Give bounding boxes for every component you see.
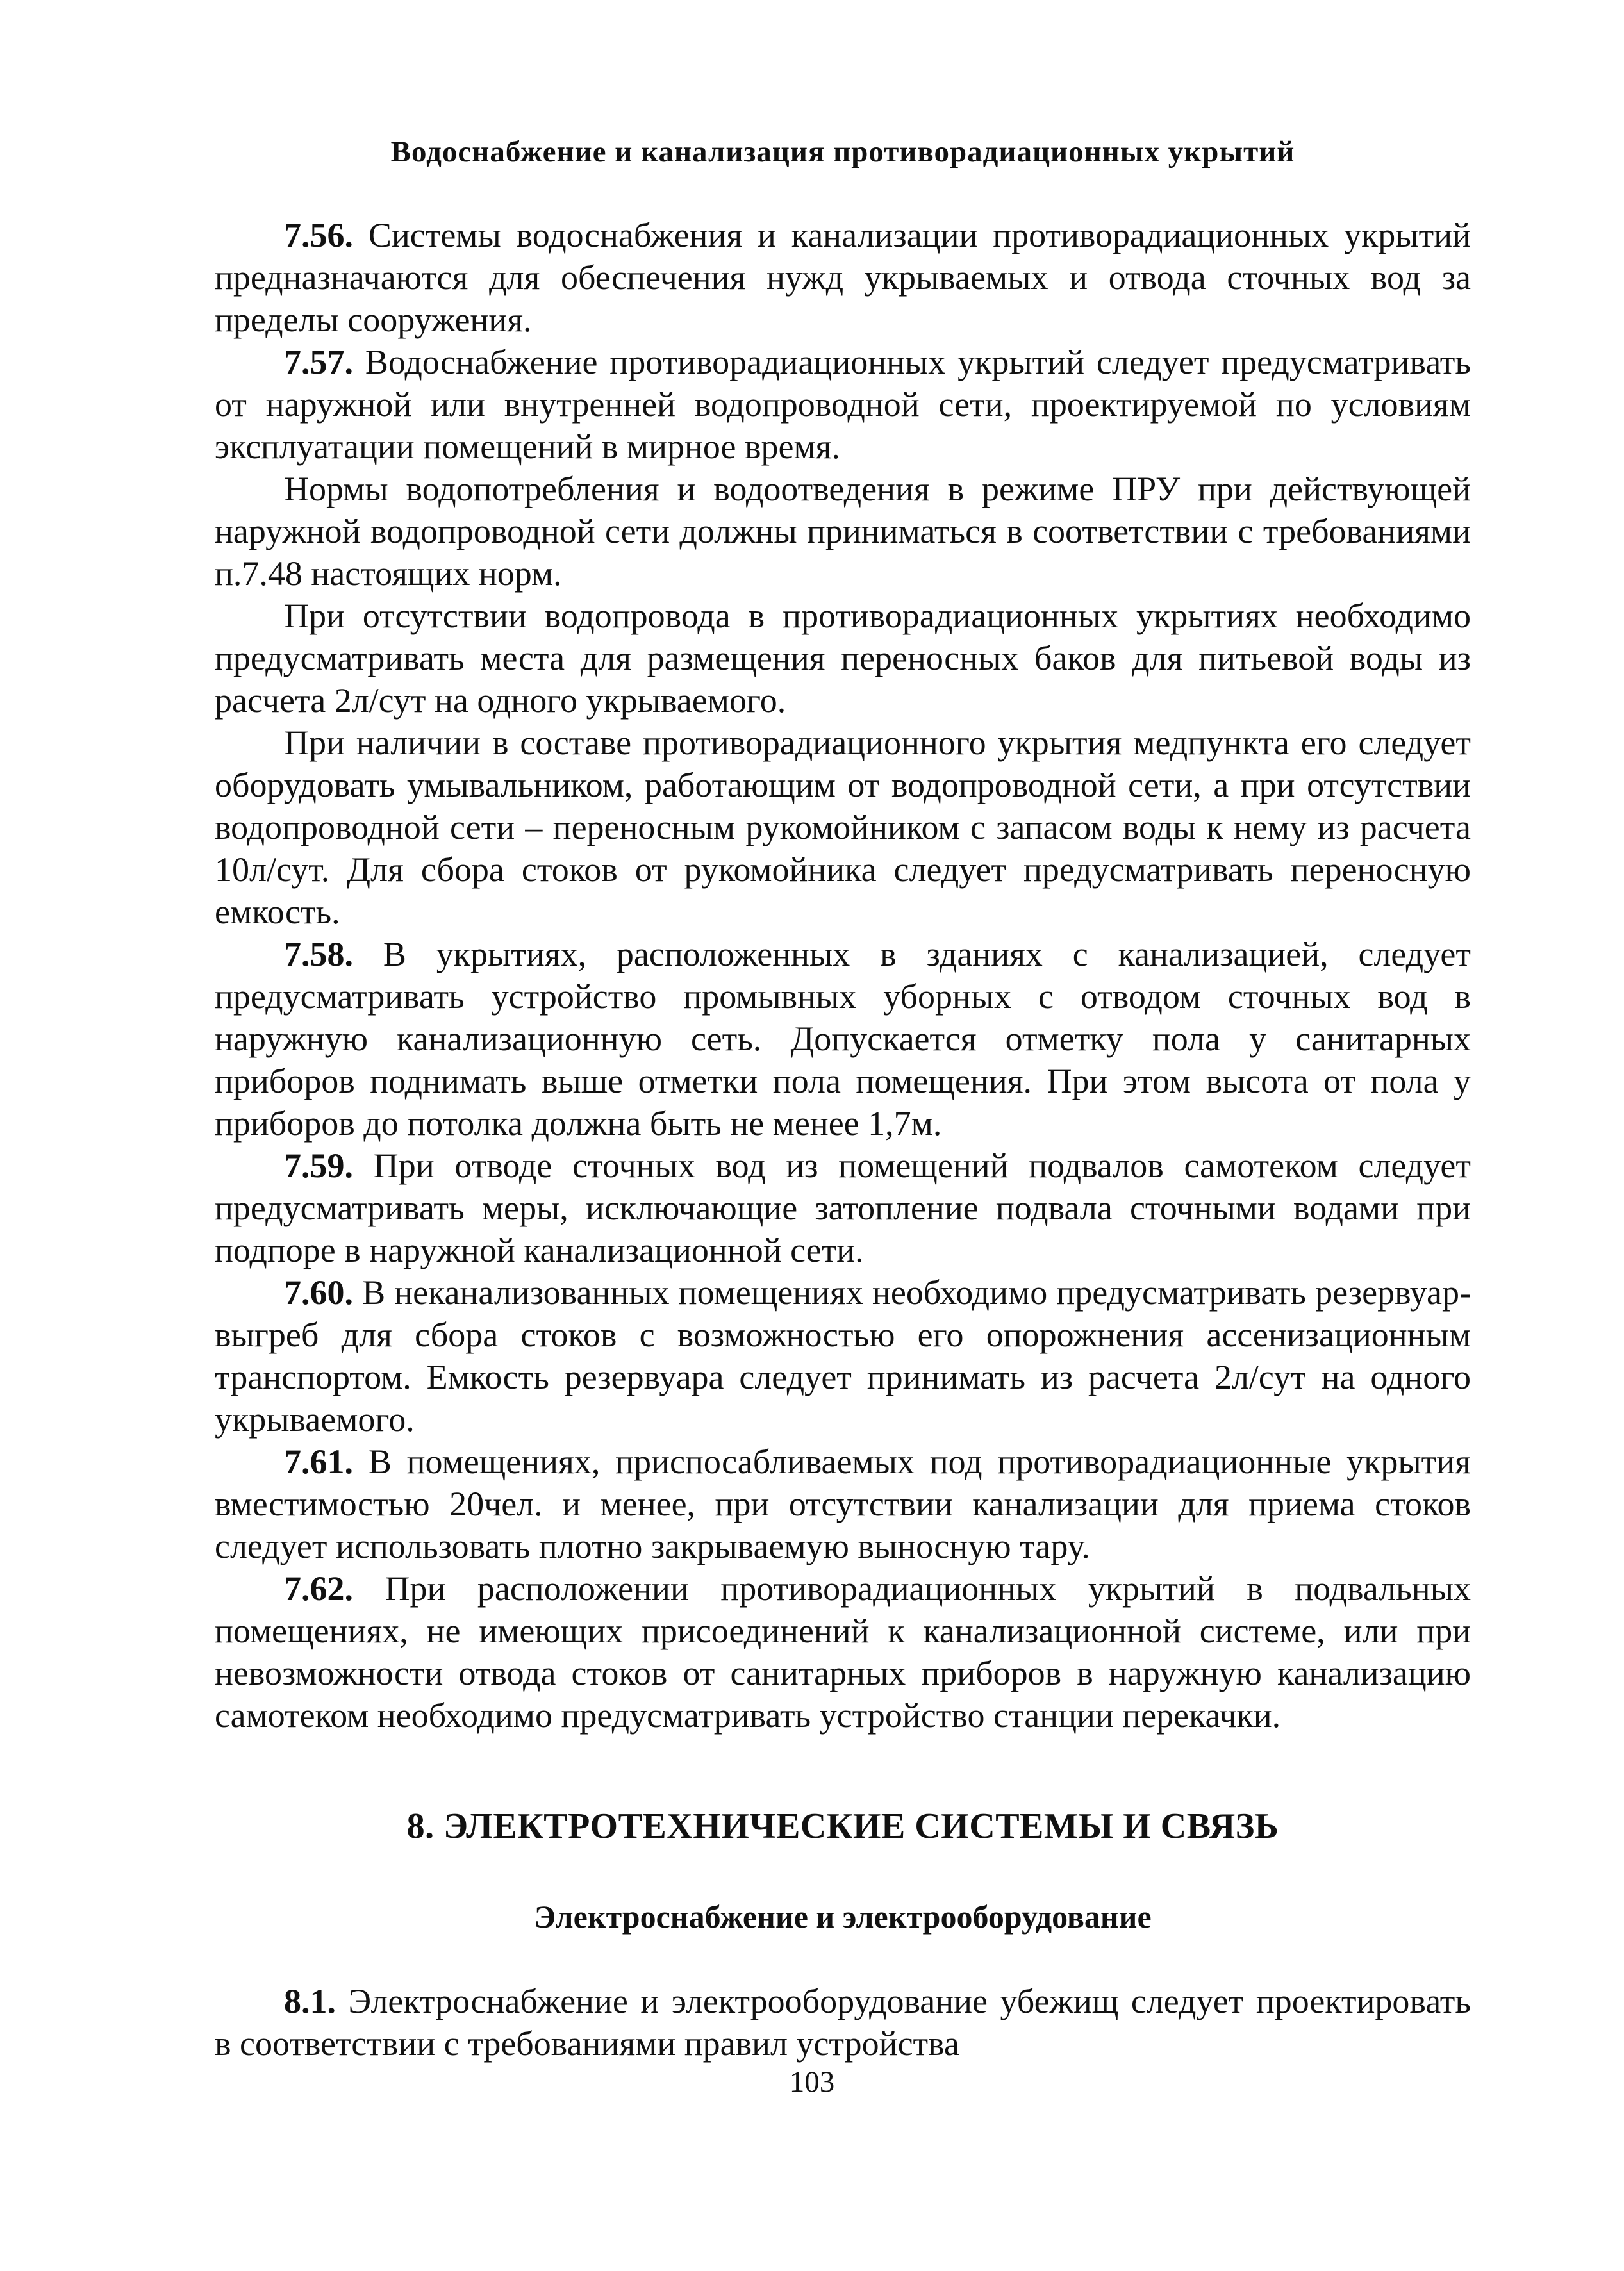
paragraph-text: При отводе сточных вод из помещений подвалов самотеком следует предусматривать меры, исключающие затопление подвала сточными водами при подпоре в наружной канализационной сети.	[215, 1146, 1471, 1269]
paragraph-text: При расположении противорадиационных укрытий в подвальных помещениях, не имеющих присоединений к канализационной системе, или при невозможности отвода стоков от санитарных приборов в наружную канализацию самотеком необходимо предусматривать устройство станции перекачки.	[215, 1569, 1471, 1735]
paragraph-number: 7.57.	[284, 343, 353, 381]
section-title: 8. ЭЛЕКТРОТЕХНИЧЕСКИЕ СИСТЕМЫ И СВЯЗЬ	[406, 1806, 1279, 1846]
paragraph-8-1	[215, 1980, 1471, 2065]
section-subtitle: Электроснабжение и электрооборудование	[534, 1899, 1152, 1935]
paragraph-text: При отсутствии водопровода в противорадиационных укрытиях необходимо предусматривать места для размещения переносных баков для питьевой воды из расчета 2л/сут на одного укрываемого.	[215, 597, 1471, 720]
paragraph-7-59	[215, 1144, 1471, 1271]
paragraph-text: Электроснабжение и электрооборудование убежищ следует проектировать в соответствии с требованиями правил устройства	[215, 1982, 1471, 2063]
paragraph-7-62	[215, 1567, 1471, 1737]
paragraph-number: 7.62.	[284, 1569, 353, 1608]
paragraph-water-norms	[215, 468, 1471, 595]
paragraph-number: 7.58.	[284, 935, 353, 973]
paragraph-7-57	[215, 341, 1471, 468]
paragraph-text: В помещениях, приспосабливаемых под противорадиационные укрытия вместимостью 20чел. и менее, при отсутствии канализации для приема стоков следует использовать плотно закрываемую выносную тару.	[215, 1442, 1471, 1565]
paragraph-text: В укрытиях, расположенных в зданиях с канализацией, следует предусматривать устройство промывных уборных с отводом сточных вод в наружную канализационную сеть. Допускается отметку пола у санитарных приборов поднимать выше отметки пола помещения. При этом высота от пола у приборов до потолка должна быть не менее 1,7м.	[215, 935, 1471, 1143]
paragraph-number: 7.59.	[284, 1146, 353, 1185]
paragraph-medical-post	[215, 722, 1471, 933]
paragraph-no-water-supply	[215, 595, 1471, 722]
page-content	[215, 135, 1471, 2065]
page-number: 103	[789, 2065, 835, 2099]
paragraph-7-56	[215, 214, 1471, 341]
paragraph-text: Водоснабжение противорадиационных укрытий следует предусматривать от наружной или внутренней водопроводной сети, проектируемой по условиям эксплуатации помещений в мирное время.	[215, 343, 1471, 466]
paragraph-text: Нормы водопотребления и водоотведения в режиме ПРУ при действующей наружной водопроводной сети должны приниматься в соответствии с требованиями п.7.48 настоящих норм.	[215, 470, 1471, 593]
paragraph-number: 8.1.	[284, 1982, 336, 2020]
paragraph-number: 7.61.	[284, 1442, 353, 1481]
paragraph-7-60	[215, 1271, 1471, 1441]
paragraph-7-58	[215, 933, 1471, 1144]
paragraph-text: В неканализованных помещениях необходимо предусматривать резервуар-выгреб для сбора стоков с возможностью его опорожнения ассенизационным транспортом. Емкость резервуара следует принимать из расчета 2л/сут на одного укрываемого.	[215, 1273, 1471, 1439]
paragraph-text: Системы водоснабжения и канализации противорадиационных укрытий предназначаются для обеспечения нужд укрываемых и отвода сточных вод за пределы сооружения.	[215, 216, 1471, 339]
paragraph-number: 7.56.	[284, 216, 353, 254]
subsection-title: Водоснабжение и канализация противорадиационных укрытий	[390, 135, 1295, 169]
paragraph-number: 7.60.	[284, 1273, 353, 1312]
paragraph-text: При наличии в составе противорадиационного укрытия медпункта его следует оборудовать умывальником, работающим от водопроводной сети, а при отсутствии водопроводной сети – переносным рукомойником с запасом воды к нему из расчета 10л/сут. Для сбора стоков от рукомойника следует предусматривать переносную емкость.	[215, 723, 1471, 931]
paragraph-7-61	[215, 1441, 1471, 1567]
